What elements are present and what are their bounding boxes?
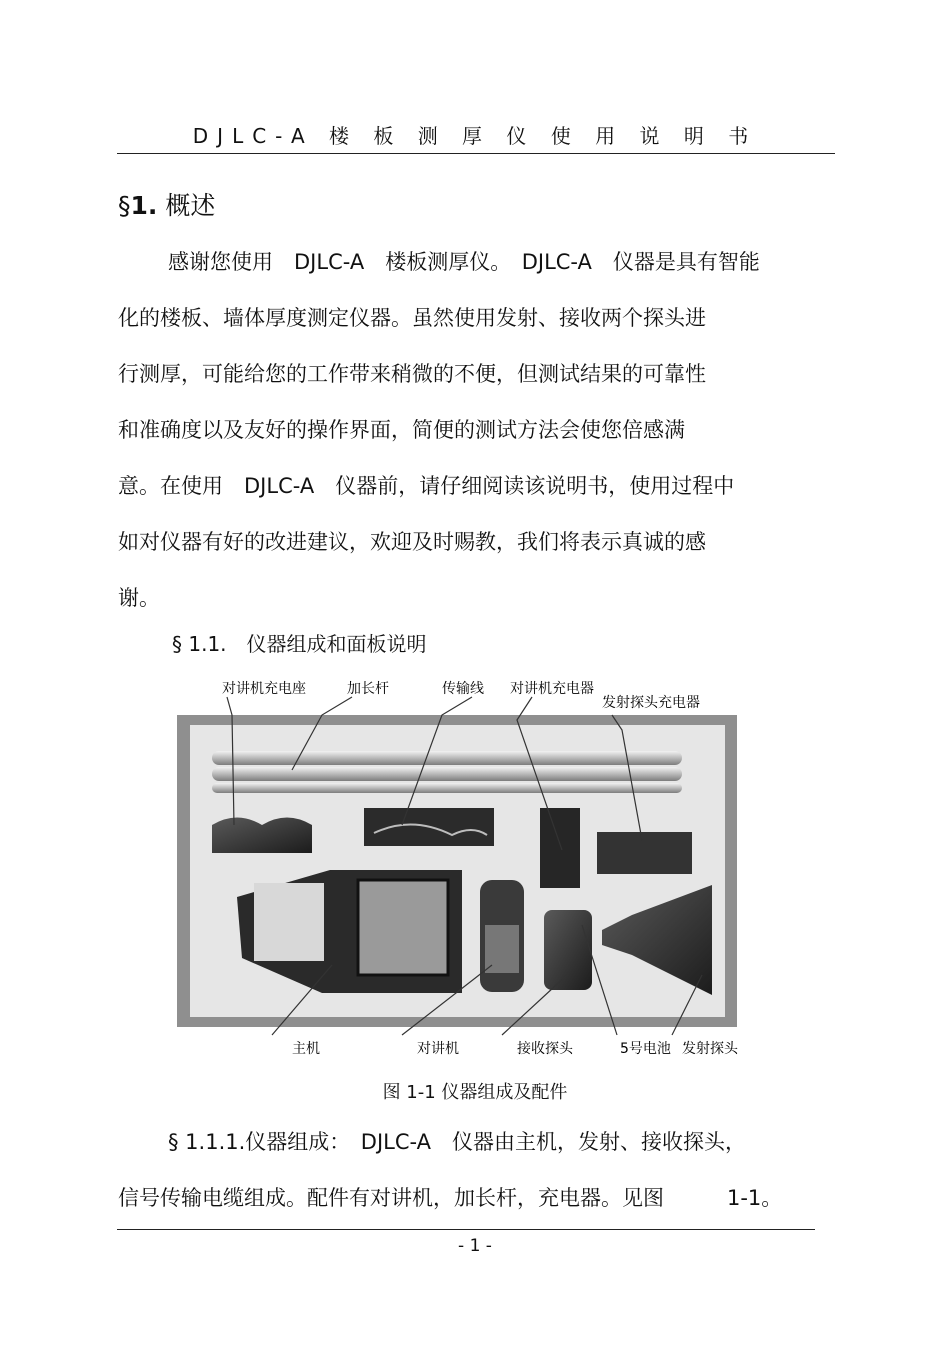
- label-walkie-talkie: 对讲机: [417, 1041, 459, 1057]
- instrument-kit-figure: [172, 675, 762, 1070]
- rod-2: [212, 767, 682, 781]
- header-rule: [117, 153, 835, 154]
- intro-line: 意。在使用 DJLC-A 仪器前，请仔细阅读该说明书，使用过程中: [118, 474, 735, 498]
- receiver-probe-shape: [544, 910, 592, 990]
- label-transmitter-probe: 发射探头: [682, 1041, 738, 1057]
- walkie-charger-slot: [540, 808, 580, 888]
- intro-paragraph: [118, 234, 838, 626]
- transmitter-charger-shape: [597, 832, 692, 874]
- intro-line: 谢。: [118, 586, 160, 610]
- intro-line: 如对仪器有好的改进建议，欢迎及时赐教，我们将表示真诚的感: [118, 530, 706, 554]
- label-receiver-probe: 接收探头: [517, 1041, 573, 1057]
- intro-line: 和准确度以及友好的操作界面，简便的测试方法会使您倍感满: [118, 418, 685, 442]
- composition-paragraph: [118, 1114, 838, 1226]
- label-walkie-charger: 对讲机充电器: [510, 681, 594, 697]
- page-header-title: DJLC-A 楼 板 测 厚 仪 使 用 说 明 书: [192, 124, 758, 148]
- label-rod: 加长杆: [347, 681, 389, 697]
- main-unit-keypad: [254, 883, 324, 961]
- composition-line: 信号传输电缆组成。配件有对讲机，加长杆，充电器。见图 1-1。: [118, 1186, 783, 1210]
- rod-3: [212, 783, 682, 793]
- intro-line: 行测厚，可能给您的工作带来稍微的不便，但测试结果的可靠性: [118, 362, 706, 386]
- intro-line: 感谢您使用 DJLC-A 楼板测厚仪。 DJLC-A 仪器是具有智能: [168, 250, 760, 274]
- label-main-unit: 主机: [292, 1041, 320, 1057]
- composition-line: § 1.1.1.仪器组成： DJLC-A 仪器由主机，发射、接收探头，: [168, 1130, 746, 1154]
- label-dock: 对讲机充电座: [222, 681, 306, 697]
- section-symbol: §: [118, 191, 131, 220]
- rod-1: [212, 751, 682, 765]
- main-unit-screen: [358, 880, 448, 975]
- label-battery: 5号电池: [620, 1041, 671, 1057]
- page-number: - 1 -: [458, 1236, 492, 1256]
- footer-rule: [117, 1229, 815, 1230]
- figure-caption: 图 1-1 仪器组成及配件: [382, 1082, 568, 1103]
- section-heading: [118, 186, 215, 222]
- subsection-title: § 1.1. 仪器组成和面板说明: [172, 632, 427, 656]
- section-number: 1.: [130, 191, 158, 220]
- intro-line: 化的楼板、墙体厚度测定仪器。虽然使用发射、接收两个探头进: [118, 306, 706, 330]
- label-cable: 传输线: [442, 681, 484, 697]
- section-title-text: 概述: [165, 191, 216, 220]
- label-transmitter-charger: 发射探头充电器: [602, 695, 700, 711]
